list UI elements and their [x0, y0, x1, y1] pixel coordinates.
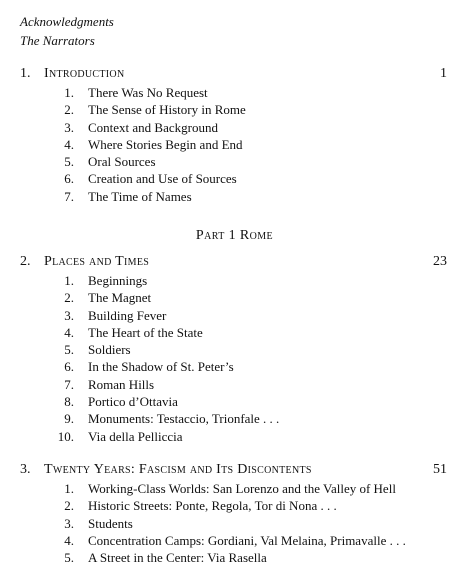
section-number: 5.	[64, 550, 74, 566]
section-item	[20, 188, 447, 205]
front-matter	[20, 12, 114, 50]
section-number: 1.	[64, 481, 74, 496]
section-title: Beginnings	[88, 273, 148, 288]
section-item	[20, 341, 447, 358]
chapter-number: 1.	[20, 66, 31, 81]
section-item	[20, 136, 447, 153]
section-title: Students	[88, 515, 133, 531]
section-title: Creation and Use of Sources	[88, 171, 237, 187]
section-item	[20, 153, 447, 170]
chapter-page-number: 23	[433, 254, 447, 269]
section-number: 4.	[64, 136, 74, 152]
chapter-heading	[20, 252, 447, 272]
chapter-page-number: 51	[433, 462, 447, 477]
section-title: Concentration Camps: Gordiani, Val Melaina, Primavalle . . .	[88, 532, 406, 548]
section-item	[20, 532, 447, 549]
section-item	[20, 170, 447, 187]
section-item	[20, 101, 447, 118]
section-number: 4.	[64, 324, 74, 340]
chapter-2	[20, 252, 447, 445]
section-list	[20, 272, 447, 445]
section-number: 3.	[64, 515, 74, 531]
section-number: 2.	[64, 498, 74, 514]
section-number: 6.	[64, 171, 74, 187]
section-title: A Street in the Center: Via Rasella	[88, 550, 267, 566]
section-number: 9.	[64, 411, 74, 427]
section-item	[20, 410, 447, 427]
section-number: 5.	[64, 342, 74, 358]
section-title: Monuments: Testaccio, Trionfale . . .	[88, 411, 280, 427]
section-list	[20, 480, 447, 566]
section-title: Working-Class Worlds: San Lorenzo and the Valley of Hell	[88, 481, 396, 496]
section-item	[20, 307, 447, 324]
section-number: 7.	[64, 188, 74, 204]
section-item	[20, 289, 447, 306]
section-title: Context and Background	[88, 119, 218, 135]
section-title: Soldiers	[88, 342, 131, 358]
section-number: 10.	[57, 428, 74, 444]
front-matter-acknowledgments: Acknowledgments	[20, 14, 114, 29]
section-item	[20, 119, 447, 136]
section-number: 8.	[64, 394, 74, 410]
section-number: 1.	[64, 273, 74, 288]
section-number: 5.	[64, 154, 74, 170]
section-number: 3.	[64, 119, 74, 135]
section-title: The Time of Names	[88, 188, 192, 204]
chapter-1	[20, 64, 447, 205]
chapter-number: 3.	[20, 462, 31, 477]
chapter-title: Twenty Years: Fascism and Its Discontents	[44, 462, 312, 477]
section-list	[20, 84, 447, 205]
chapter-number: 2.	[20, 254, 31, 269]
section-item	[20, 84, 447, 101]
chapter-3	[20, 460, 447, 566]
section-item	[20, 515, 447, 532]
section-number: 2.	[64, 102, 74, 118]
section-title: The Sense of History in Rome	[88, 102, 246, 118]
chapter-page-number: 1	[440, 66, 447, 81]
chapter-title: Introduction	[44, 66, 125, 81]
chapter-title: Places and Times	[44, 254, 150, 269]
section-title: Where Stories Begin and End	[88, 136, 243, 152]
section-number: 1.	[64, 85, 74, 100]
section-number: 6.	[64, 359, 74, 375]
section-number: 2.	[64, 290, 74, 306]
front-matter-narrators: The Narrators	[20, 33, 95, 48]
section-title: Building Fever	[88, 307, 167, 323]
section-title: Portico d’Ottavia	[88, 394, 178, 410]
chapter-heading	[20, 460, 447, 480]
section-item	[20, 549, 447, 566]
section-title: Via della Pelliccia	[88, 428, 183, 444]
section-number: 3.	[64, 307, 74, 323]
section-item	[20, 393, 447, 410]
section-number: 4.	[64, 532, 74, 548]
section-title: Roman Hills	[88, 376, 155, 392]
section-title: There Was No Request	[88, 85, 208, 100]
section-title: The Heart of the State	[88, 324, 203, 340]
section-item	[20, 358, 447, 375]
section-title: Historic Streets: Ponte, Regola, Tor di Nona . . .	[88, 498, 337, 514]
section-title: Oral Sources	[88, 154, 156, 170]
section-number: 7.	[64, 376, 74, 392]
chapter-heading	[20, 64, 447, 84]
section-item	[20, 428, 447, 445]
section-title: In the Shadow of St. Peter’s	[88, 359, 234, 375]
section-item	[20, 480, 447, 497]
part-heading: Part 1 Rome	[195, 228, 274, 243]
section-item	[20, 376, 447, 393]
section-item	[20, 272, 447, 289]
section-item	[20, 324, 447, 341]
section-title: The Magnet	[88, 290, 152, 306]
section-item	[20, 497, 447, 514]
